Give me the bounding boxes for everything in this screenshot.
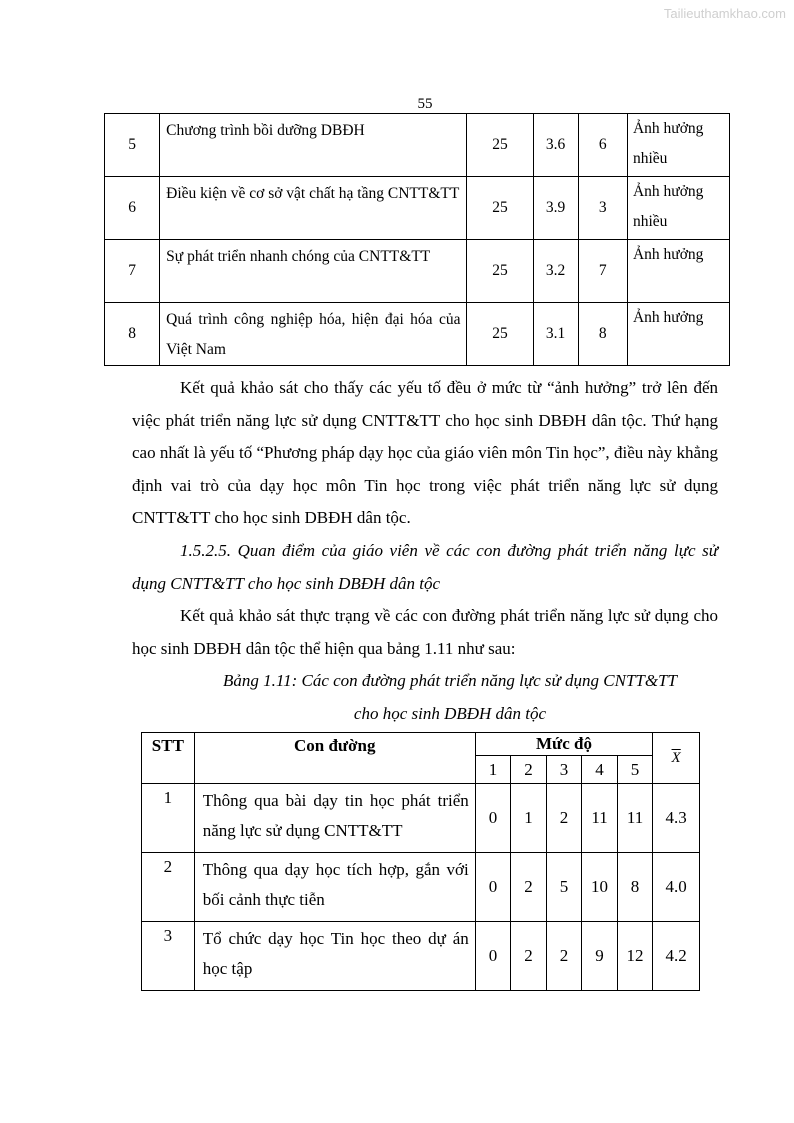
header-row bbox=[142, 733, 700, 756]
rank: 3 bbox=[578, 177, 627, 240]
table-row bbox=[142, 784, 700, 853]
mean-score: 3.2 bbox=[533, 240, 578, 303]
factor-name: Sự phát triển nhanh chóng của CNTT&TT bbox=[160, 240, 467, 303]
sample-size: 25 bbox=[467, 303, 533, 366]
table-row bbox=[142, 853, 700, 922]
evaluation: Ảnh hưởng nhiều bbox=[627, 177, 729, 240]
row-number: 8 bbox=[105, 303, 160, 366]
table-caption bbox=[132, 665, 768, 730]
header-pathway: Con đường bbox=[194, 733, 475, 784]
level-1-count: 0 bbox=[475, 853, 511, 922]
sample-size: 25 bbox=[467, 240, 533, 303]
factor-name: Chương trình bồi dưỡng DBĐH bbox=[160, 114, 467, 177]
sample-size: 25 bbox=[467, 114, 533, 177]
level-2-count: 1 bbox=[511, 784, 547, 853]
header-mean bbox=[653, 733, 700, 784]
mean-symbol: $\overline{X}$ bbox=[671, 749, 681, 766]
table-row bbox=[105, 240, 730, 303]
level-2-count: 2 bbox=[511, 853, 547, 922]
level-3-count: 5 bbox=[546, 853, 582, 922]
rank: 8 bbox=[578, 303, 627, 366]
row-number: 7 bbox=[105, 240, 160, 303]
table-row bbox=[105, 114, 730, 177]
header-level: Mức độ bbox=[475, 733, 653, 756]
mean-score: 3.1 bbox=[533, 303, 578, 366]
pathway-name: Thông qua bài dạy tin học phát triển năng lực sử dụng CNTT&TT bbox=[194, 784, 475, 853]
mean-score: 3.6 bbox=[533, 114, 578, 177]
rank: 6 bbox=[578, 114, 627, 177]
level-header: 5 bbox=[617, 756, 653, 784]
level-4-count: 11 bbox=[582, 784, 618, 853]
header-stt: STT bbox=[142, 733, 195, 784]
factor-name: Quá trình công nghiệp hóa, hiện đại hóa của Việt Nam bbox=[160, 303, 467, 366]
level-3-count: 2 bbox=[546, 784, 582, 853]
factors-table bbox=[104, 113, 730, 366]
sample-size: 25 bbox=[467, 177, 533, 240]
evaluation: Ảnh hưởng bbox=[627, 303, 729, 366]
level-1-count: 0 bbox=[475, 784, 511, 853]
watermark: Tailieuthamkhao.com bbox=[663, 6, 786, 21]
caption-line: cho học sinh DBĐH dân tộc bbox=[353, 703, 547, 723]
table-row bbox=[105, 303, 730, 366]
level-5-count: 8 bbox=[617, 853, 653, 922]
level-header: 3 bbox=[546, 756, 582, 784]
mean-score: 4.2 bbox=[653, 922, 700, 991]
table-row bbox=[142, 922, 700, 991]
level-1-count: 0 bbox=[475, 922, 511, 991]
level-2-count: 2 bbox=[511, 922, 547, 991]
caption-line: Bảng 1.11: Các con đường phát triển năng lực sử dụng CNTT&TT bbox=[222, 671, 678, 690]
row-number: 3 bbox=[142, 922, 195, 991]
row-number: 6 bbox=[105, 177, 160, 240]
level-5-count: 12 bbox=[617, 922, 653, 991]
pathway-name: Tổ chức dạy học Tin học theo dự án học tập bbox=[194, 922, 475, 991]
level-3-count: 2 bbox=[546, 922, 582, 991]
body-paragraph: Kết quả khảo sát thực trạng về các con đường phát triển năng lực sử dụng cho học sinh DBĐH dân tộc thể hiện qua bảng 1.11 như sau: bbox=[132, 606, 718, 658]
evaluation: Ảnh hưởng bbox=[627, 240, 729, 303]
row-number: 2 bbox=[142, 853, 195, 922]
pathways-table bbox=[141, 732, 700, 991]
mean-score: 4.0 bbox=[653, 853, 700, 922]
factor-name: Điều kiện về cơ sở vật chất hạ tầng CNTT&TT bbox=[160, 177, 467, 240]
rank: 7 bbox=[578, 240, 627, 303]
level-header: 2 bbox=[511, 756, 547, 784]
pathway-name: Thông qua dạy học tích hợp, gắn với bối cảnh thực tiễn bbox=[194, 853, 475, 922]
level-header: 4 bbox=[582, 756, 618, 784]
mean-score: 3.9 bbox=[533, 177, 578, 240]
body-paragraph: Kết quả khảo sát cho thấy các yếu tố đều ở mức từ “ảnh hưởng” trở lên đến việc phát triển năng lực sử dụng CNTT&TT cho học sinh DBĐH dân tộc. Thứ hạng cao nhất là yếu tố “Phương pháp dạy học của giáo viên môn Tin học”, điều này khẳng định vai trò của dạy học môn Tin học trong việc phát triển năng lực sử dụng CNTT&TT cho học sinh DBĐH dân tộc. bbox=[132, 378, 718, 528]
level-5-count: 11 bbox=[617, 784, 653, 853]
mean-score: 4.3 bbox=[653, 784, 700, 853]
level-header: 1 bbox=[475, 756, 511, 784]
level-4-count: 10 bbox=[582, 853, 618, 922]
row-number: 5 bbox=[105, 114, 160, 177]
level-4-count: 9 bbox=[582, 922, 618, 991]
evaluation: Ảnh hưởng nhiều bbox=[627, 114, 729, 177]
row-number: 1 bbox=[142, 784, 195, 853]
page-number: 55 bbox=[417, 96, 433, 112]
table-row bbox=[105, 177, 730, 240]
section-heading: 1.5.2.5. Quan điểm của giáo viên về các con đường phát triển năng lực sử dụng CNTT&TT cho học sinh DBĐH dân tộc bbox=[132, 541, 718, 593]
